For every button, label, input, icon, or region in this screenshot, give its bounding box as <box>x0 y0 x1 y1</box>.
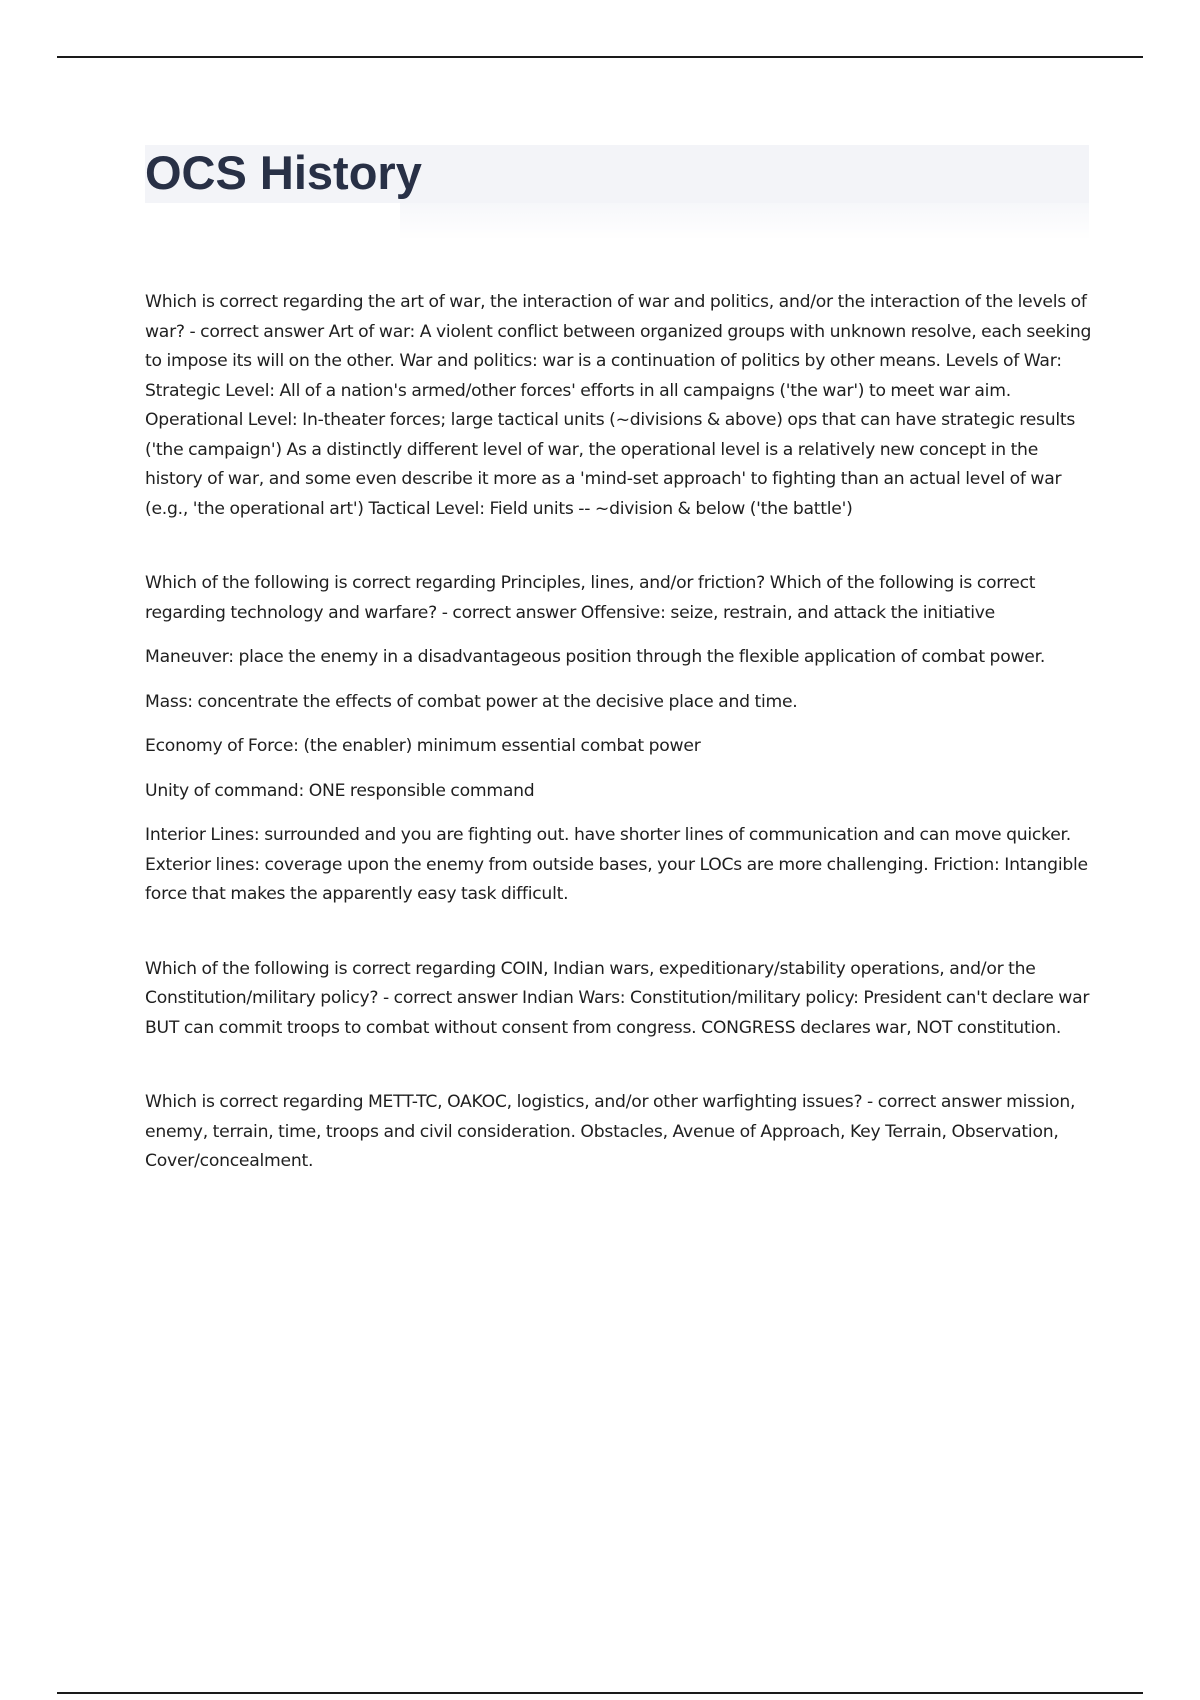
qa-paragraph: Economy of Force: (the enabler) minimum essential combat power <box>145 736 701 756</box>
document-title: OCS History <box>145 146 422 199</box>
document-body <box>145 288 1093 1192</box>
title-band-fade <box>400 203 1089 240</box>
qa-paragraph: Which of the following is correct regarding COIN, Indian wars, expeditionary/stability operations, and/or the Constitution/military policy? - correct answer Indian Wars: Constitution/military policy: President can't declare war BUT can commit troops to combat without consent from congress. CONGRESS declares war, NOT constitution. <box>145 958 1090 1038</box>
bottom-rule <box>57 1692 1143 1694</box>
qa-item <box>145 569 1093 910</box>
qa-paragraph: Mass: concentrate the effects of combat power at the decisive place and time. <box>145 691 798 712</box>
top-rule <box>57 56 1143 58</box>
qa-paragraph: Which is correct regarding METT-TC, OAKOC, logistics, and/or other warfighting issues? - correct answer mission, enemy, terrain, time, troops and civil consideration. Obstacles, Avenue of Approach, Key Terrain, Observation, Cover/concealment. <box>145 1092 1076 1171</box>
qa-paragraph: Which is correct regarding the art of war, the interaction of war and politics, and/or the interaction of the levels of war? - correct answer Art of war: A violent conflict between organized groups with unknown resolve, each seeking to impose its will on the other. War and politics: war is a continuation of politics by other means. Levels of War: Strategic Level: All of a nation's armed/other forces' efforts in all campaigns ('the war') to meet war aim. Operational Level: In-theater forces; large tactical units (~divisions & above) ops that can have strategic results ('the campaign') As a distinctly different level of war, the operational level is a relatively new concept in the history of war, and some even describe it more as a 'mind-set approach' to fighting than an actual level of war (e.g., 'the operational art') Tactical Level: Field units -- ~division & below ('the battle') <box>145 292 1092 519</box>
qa-paragraph: Unity of command: ONE responsible command <box>145 780 535 801</box>
qa-paragraph: Which of the following is correct regarding Principles, lines, and/or friction? Which of the following is correct regarding technology and warfare? - correct answer Offensive: seize, restrain, and attack the initiative <box>145 573 1036 623</box>
qa-paragraph: Maneuver: place the enemy in a disadvantageous position through the flexible application of combat power. <box>145 647 1046 667</box>
qa-item <box>145 955 1093 1044</box>
qa-paragraph: Interior Lines: surrounded and you are fighting out. have shorter lines of communication and can move quicker. Exterior lines: coverage upon the enemy from outside bases, your LOCs are more challenging. Friction: Intangible force that makes the apparently easy task difficult. <box>145 825 1088 904</box>
qa-item <box>145 288 1093 524</box>
qa-item <box>145 1088 1093 1177</box>
